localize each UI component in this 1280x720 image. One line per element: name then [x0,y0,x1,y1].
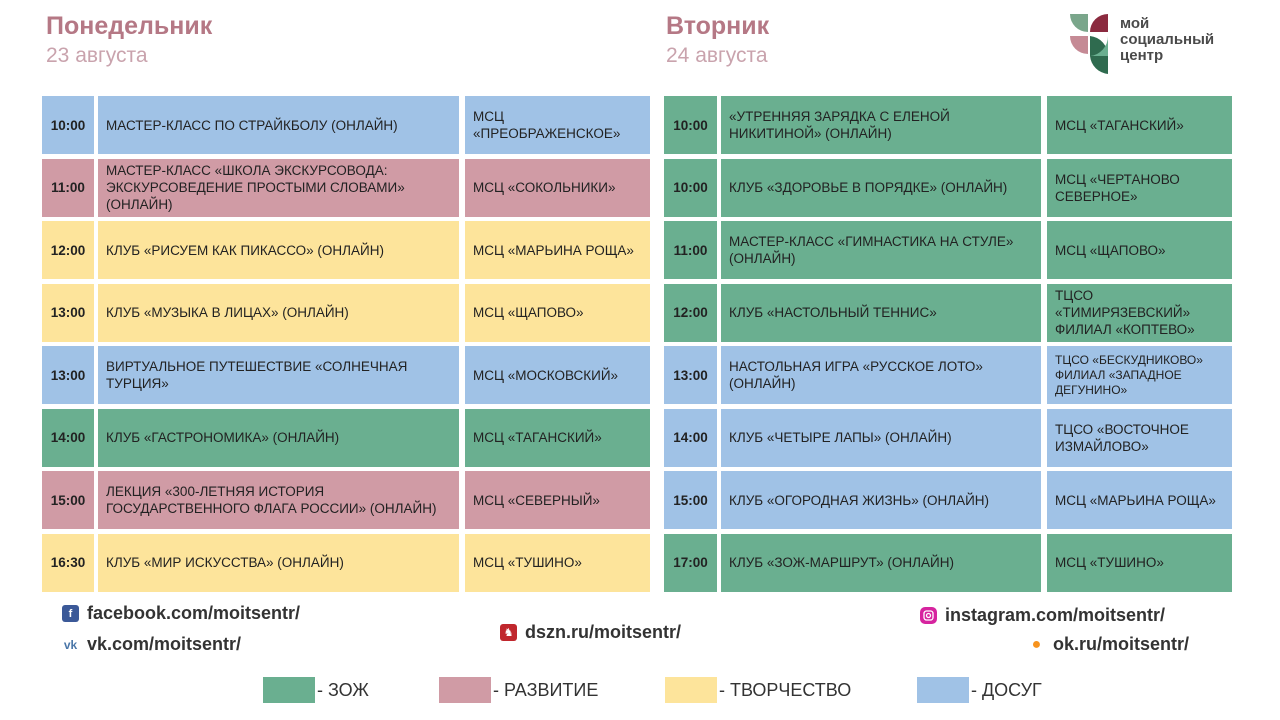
legend-item [439,677,598,703]
legend-item [263,677,369,703]
instagram-icon [920,607,937,624]
event-place: МСЦ «МАРЬИНА РОЩА» [1047,471,1232,529]
event-time: 12:00 [42,221,94,279]
event-place: МСЦ «ПРЕОБРАЖЕНСКОЕ» [465,96,650,154]
event-place: ТЦСО «ТИМИРЯЗЕВСКИЙ» ФИЛИАЛ «КОПТЕВО» [1047,284,1232,342]
event-time: 10:00 [664,96,717,154]
event-title: ВИРТУАЛЬНОЕ ПУТЕШЕСТВИЕ «СОЛНЕЧНАЯ ТУРЦИЯ» [98,346,459,404]
event-title: КЛУБ «ЗДОРОВЬЕ В ПОРЯДКЕ» (ОНЛАЙН) [721,159,1041,217]
logo-text [1120,16,1214,64]
legend-swatch [665,677,717,703]
event-place: МСЦ «ЩАПОВО» [1047,221,1232,279]
logo-line-3: центр [1120,47,1164,64]
instagram-url: instagram.com/moitsentr/ [945,605,1166,625]
event-time: 13:00 [42,346,94,404]
legend-swatch [917,677,969,703]
day-title: Вторник [666,12,770,40]
event-time: 16:30 [42,534,94,592]
event-title: МАСТЕР-КЛАСС ПО СТРАЙКБОЛУ (ОНЛАЙН) [98,96,459,154]
event-place: МСЦ «ЧЕРТАНОВО СЕВЕРНОЕ» [1047,159,1232,217]
event-title: КЛУБ «МИР ИСКУССТВА» (ОНЛАЙН) [98,534,459,592]
logo-line-2: социальный [1120,31,1215,48]
moscow-emblem-icon: ♞ [500,624,517,641]
event-title: МАСТЕР-КЛАСС «ШКОЛА ЭКСКУРСОВОДА: ЭКСКУРСОВЕДЕНИЕ ПРОСТЫМИ СЛОВАМИ» (ОНЛАЙН) [98,159,459,217]
vk-icon: vk [63,637,78,652]
monday-header [46,10,212,70]
event-title: «УТРЕННЯЯ ЗАРЯДКА С ЕЛЕНОЙ НИКИТИНОЙ» (ОНЛАЙН) [721,96,1041,154]
event-place: МСЦ «СОКОЛЬНИКИ» [465,159,650,217]
event-place: ТЦСО «ВОСТОЧНОЕ ИЗМАЙЛОВО» [1047,409,1232,467]
event-time: 12:00 [664,284,717,342]
event-place: МСЦ «ЩАПОВО» [465,284,650,342]
event-time: 11:00 [664,221,717,279]
logo-line-1: мой [1120,15,1150,32]
legend-label: - ТВОРЧЕСТВО [719,679,852,700]
event-time: 17:00 [664,534,717,592]
event-title: КЛУБ «НАСТОЛЬНЫЙ ТЕННИС» [721,284,1041,342]
event-place: МСЦ «ТУШИНО» [1047,534,1232,592]
event-time: 14:00 [664,409,717,467]
instagram-link[interactable] [920,605,1165,626]
event-place: ТЦСО «БЕСКУДНИКОВО» ФИЛИАЛ «ЗАПАДНОЕ ДЕГУНИНО» [1047,346,1232,404]
logo-mark-icon [1068,12,1110,78]
facebook-link[interactable] [62,603,300,624]
legend-swatch [263,677,315,703]
event-title: КЛУБ «ЗОЖ-МАРШРУТ» (ОНЛАЙН) [721,534,1041,592]
legend-label: - ДОСУГ [971,679,1042,700]
event-title: КЛУБ «ЧЕТЫРЕ ЛАПЫ» (ОНЛАЙН) [721,409,1041,467]
vk-link[interactable] [62,634,241,655]
facebook-icon: f [62,605,79,622]
event-title: КЛУБ «РИСУЕМ КАК ПИКАССО» (ОНЛАЙН) [98,221,459,279]
legend-label: - ЗОЖ [317,679,369,700]
event-title: ЛЕКЦИЯ «300-ЛЕТНЯЯ ИСТОРИЯ ГОСУДАРСТВЕННОГО ФЛАГА РОССИИ» (ОНЛАЙН) [98,471,459,529]
day-date: 24 августа [666,44,768,67]
event-title: МАСТЕР-КЛАСС «ГИМНАСТИКА НА СТУЛЕ» (ОНЛАЙН) [721,221,1041,279]
event-title: НАСТОЛЬНАЯ ИГРА «РУССКОЕ ЛОТО» (ОНЛАЙН) [721,346,1041,404]
event-title: КЛУБ «МУЗЫКА В ЛИЦАХ» (ОНЛАЙН) [98,284,459,342]
event-place: МСЦ «ТАГАНСКИЙ» [465,409,650,467]
event-time: 13:00 [664,346,717,404]
event-time: 13:00 [42,284,94,342]
legend-label: - РАЗВИТИЕ [493,679,599,700]
legend-swatch [439,677,491,703]
dszn-url: dszn.ru/moitsentr/ [525,622,682,642]
event-place: МСЦ «ТУШИНО» [465,534,650,592]
ok-icon: ● [1031,635,1042,653]
event-place: МСЦ «МАРЬИНА РОЩА» [465,221,650,279]
event-time: 15:00 [42,471,94,529]
event-place: МСЦ «ТАГАНСКИЙ» [1047,96,1232,154]
event-place: МСЦ «МОСКОВСКИЙ» [465,346,650,404]
day-title: Понедельник [46,12,213,40]
facebook-url: facebook.com/moitsentr/ [87,603,301,623]
tuesday-header [666,10,769,70]
event-place: МСЦ «СЕВЕРНЫЙ» [465,471,650,529]
day-date: 23 августа [46,44,148,67]
event-time: 11:00 [42,159,94,217]
vk-url: vk.com/moitsentr/ [87,634,242,654]
ok-link[interactable] [1028,634,1189,655]
event-time: 10:00 [42,96,94,154]
event-time: 10:00 [664,159,717,217]
logo [1068,12,1248,78]
event-title: КЛУБ «ОГОРОДНАЯ ЖИЗНЬ» (ОНЛАЙН) [721,471,1041,529]
legend-item [917,677,1042,703]
event-time: 15:00 [664,471,717,529]
legend-item [665,677,851,703]
event-time: 14:00 [42,409,94,467]
dszn-link[interactable] [500,622,681,643]
event-title: КЛУБ «ГАСТРОНОМИКА» (ОНЛАЙН) [98,409,459,467]
ok-url: ok.ru/moitsentr/ [1053,634,1190,654]
